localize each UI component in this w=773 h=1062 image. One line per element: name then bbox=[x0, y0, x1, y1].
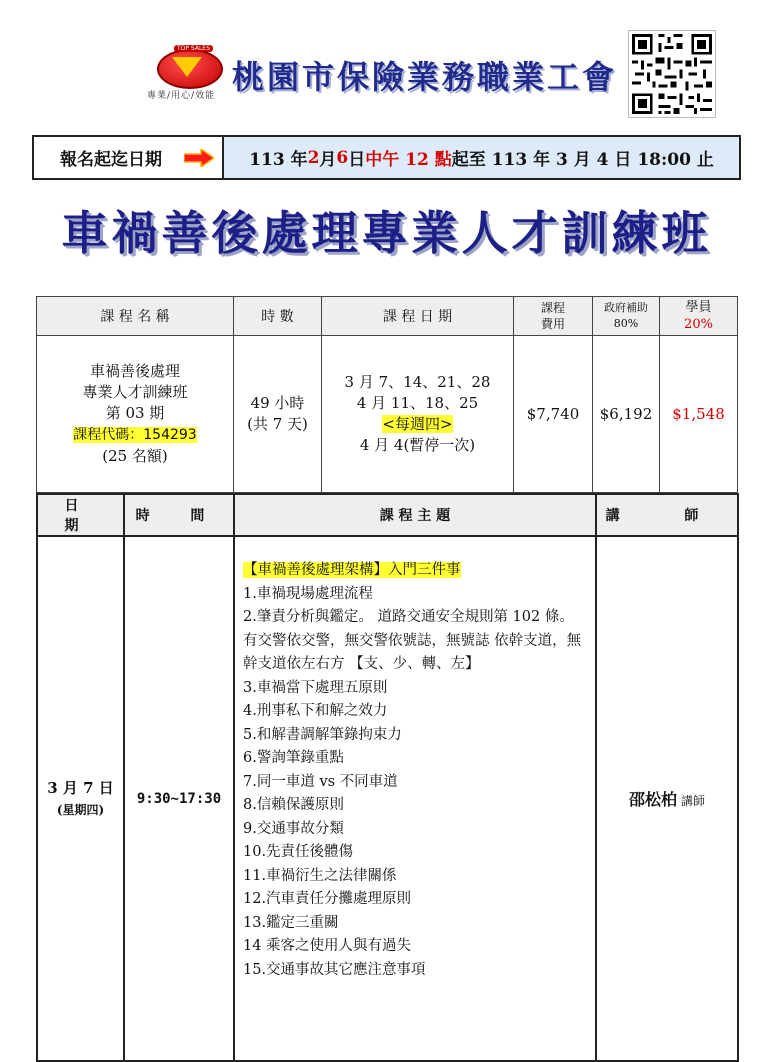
schedule-row bbox=[37, 536, 738, 1061]
schedule-header-row bbox=[37, 494, 738, 536]
session-topics-cell bbox=[234, 536, 596, 1061]
header-fee-line2: 費用 bbox=[540, 317, 565, 331]
header-student-line2: 20% bbox=[684, 317, 713, 332]
topic-item: 10.先責任後體傷 bbox=[243, 844, 354, 860]
topic-item: 11.車禍衍生之法律關係 bbox=[243, 867, 397, 884]
teacher-suffix: 講師 bbox=[681, 794, 706, 808]
topic-item: 3.車禍當下處理五原則 bbox=[243, 679, 388, 696]
registration-dates bbox=[224, 137, 739, 178]
header-gov-subsidy bbox=[593, 297, 660, 336]
topic-item: 1.車禍現場處理流程 bbox=[243, 585, 373, 602]
session-date: 3 月 7 日 bbox=[47, 778, 114, 797]
topic-item: 9.交通事故分類 bbox=[243, 820, 344, 837]
date-weekly: <每週四> bbox=[382, 415, 453, 433]
course-name-line2: 專業人才訓練班 bbox=[82, 383, 188, 401]
header-gov-line2: 80% bbox=[613, 317, 639, 330]
hours-line1: 49 小時 bbox=[250, 394, 305, 412]
topic-item: 4.刑事私下和解之效力 bbox=[243, 703, 388, 719]
topic-item: 13.鑑定三重關 bbox=[243, 914, 339, 931]
reg-day: 6 bbox=[336, 147, 349, 168]
topic-item: 12.汽車責任分攤處理原則 bbox=[243, 891, 412, 907]
reg-month: 2 bbox=[307, 147, 320, 168]
header-hours: 時 數 bbox=[234, 297, 322, 336]
summary-header-row bbox=[37, 297, 738, 336]
teacher-name: 邵松柏 bbox=[628, 790, 677, 809]
header-teacher: 講 師 bbox=[596, 494, 738, 536]
header bbox=[0, 0, 773, 125]
teacher-cell bbox=[596, 536, 738, 1061]
right-arrow-icon bbox=[184, 149, 214, 167]
date-pause: 4 月 4(暫停一次) bbox=[359, 436, 476, 454]
hours-line2: (共 7 天) bbox=[247, 415, 308, 433]
course-title: 車禍善後處理專業人才訓練班 bbox=[61, 206, 712, 260]
fee-cell: $7,740 bbox=[514, 336, 593, 493]
date-line2: 4 月 11、18、25 bbox=[356, 394, 479, 412]
topic-item: 15.交通事故其它應注意事項 bbox=[243, 961, 426, 978]
registration-label: 報名起迄日期 bbox=[60, 150, 162, 170]
topic-item: 8.信賴保護原則 bbox=[243, 797, 344, 813]
course-quota: (25 名額) bbox=[102, 447, 168, 465]
date-line1: 3 月 7、14、21、28 bbox=[344, 373, 491, 391]
header-fee-line1: 課程 bbox=[540, 301, 565, 315]
topic-item: 2.肇責分析與鑑定。 道路交通安全規則第 102 條。有交警依交警，無交警依號誌，無號誌 依幹支道，無幹支道依左右方 【支、少、轉、左】 bbox=[243, 609, 582, 672]
course-name-cell bbox=[37, 336, 234, 493]
gov-subsidy-cell: $6,192 bbox=[593, 336, 660, 493]
hours-cell bbox=[234, 336, 322, 493]
student-fee-cell: $1,548 bbox=[660, 336, 738, 493]
logo-ribbon-text: TOP SALES bbox=[174, 45, 213, 52]
header-time: 時 間 bbox=[124, 494, 234, 536]
session-time: 9:30~17:30 bbox=[124, 536, 234, 1061]
reg-noon: 中午 12 點 bbox=[365, 150, 452, 170]
registration-label-cell bbox=[34, 137, 224, 178]
session-date-cell bbox=[37, 536, 124, 1061]
course-term: 第 03 期 bbox=[105, 404, 165, 422]
reg-day-unit: 日 bbox=[348, 150, 366, 170]
topic-item: 7.同一車道 vs 不同車道 bbox=[243, 773, 398, 790]
topic-item: 5.和解書調解筆錄拘束力 bbox=[243, 726, 402, 743]
summary-row bbox=[37, 336, 738, 493]
header-date: 日 期 bbox=[37, 494, 124, 536]
reg-month-unit: 月 bbox=[319, 150, 337, 170]
course-date-cell bbox=[322, 336, 514, 493]
header-topic: 課 程 主 題 bbox=[234, 494, 596, 536]
course-code: 課程代碼：154293 bbox=[73, 427, 197, 443]
course-name-line1: 車禍善後處理 bbox=[89, 362, 180, 380]
reg-tail: 起至 113 年 3 月 4 日 18:00 止 bbox=[451, 150, 714, 170]
header-student-line1: 學員 bbox=[685, 300, 712, 315]
registration-period bbox=[32, 135, 741, 180]
header-course-date: 課 程 日 期 bbox=[322, 297, 514, 336]
org-title: 桃園市保險業務職業工會 bbox=[232, 58, 618, 96]
header-course-name: 課 程 名 稱 bbox=[37, 297, 234, 336]
topic-item: 6.警詢筆錄重點 bbox=[243, 750, 344, 766]
topic-title: 【車禍善後處理架構】入門三件事 bbox=[243, 562, 461, 578]
schedule-table bbox=[36, 493, 739, 1062]
reg-year: 113 年 bbox=[249, 150, 308, 170]
qr-code-icon[interactable] bbox=[628, 30, 716, 118]
header-fee bbox=[514, 297, 593, 336]
topic-item: 14 乘客之使用人與有過失 bbox=[243, 938, 412, 954]
header-student bbox=[660, 297, 738, 336]
header-gov-line1: 政府補助 bbox=[604, 301, 648, 314]
slogan: 專業/用心/效能 bbox=[147, 91, 216, 101]
session-weekday: (星期四) bbox=[56, 802, 105, 817]
course-summary-table bbox=[36, 296, 738, 493]
